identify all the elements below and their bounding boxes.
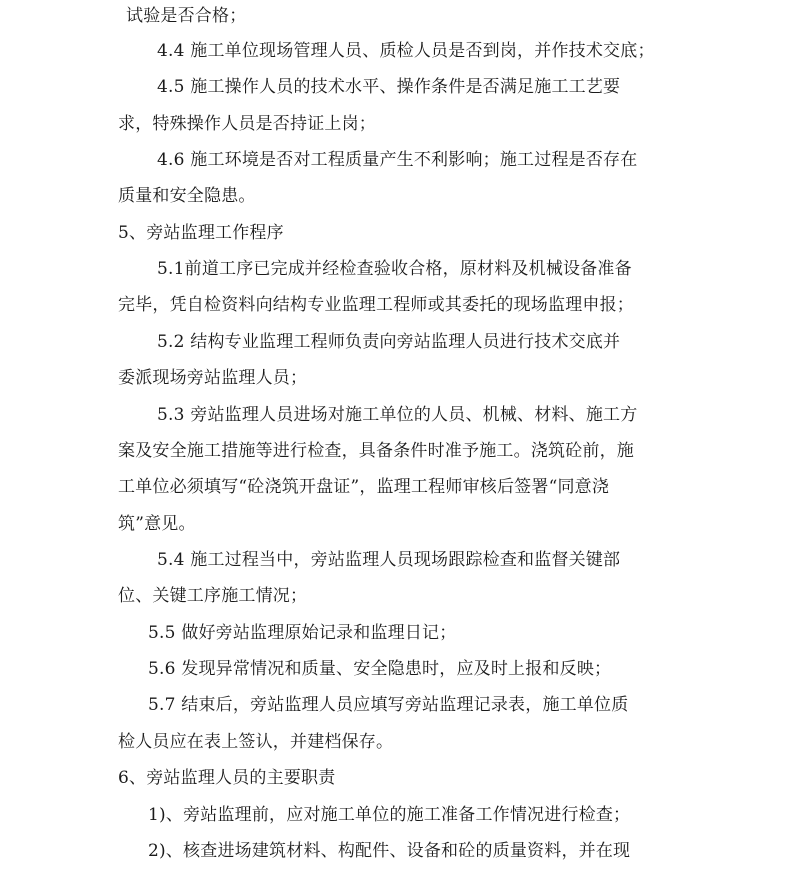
text-line: 5.5 做好旁站监理原始记录和监理日记； [148,623,457,643]
text-line: 5.1前道工序已完成并经检查验收合格，原材料及机械设备准备 [157,259,632,279]
text-line: 4.6 施工环境是否对工程质量产生不利影响；施工过程是否存在 [157,150,638,170]
text-line: 5.7 结束后，旁站监理人员应填写旁站监理记录表，施工单位质 [148,695,629,715]
text-line: 5.3 旁站监理人员进场对施工单位的人员、机械、材料、施工方 [157,405,638,425]
text-line: 1)、旁站监理前，应对施工单位的施工准备工作情况进行检查； [148,805,631,825]
text-line: 筑”意见。 [118,514,196,534]
text-line: 求，特殊操作人员是否持证上岗； [118,114,376,134]
text-line: 位、关键工序施工情况； [118,586,308,606]
text-line: 5.6 发现异常情况和质量、安全隐患时，应及时上报和反映； [148,659,612,679]
text-line: 完毕，凭自检资料向结构专业监理工程师或其委托的现场监理申报； [118,295,634,315]
text-line: 4.4 施工单位现场管理人员、质检人员是否到岗，并作技术交底； [157,41,655,61]
text-line: 案及安全施工措施等进行检查，具备条件时准予施工。浇筑砼前，施 [118,441,634,461]
text-line: 5.2 结构专业监理工程师负责向旁站监理人员进行技术交底并 [157,332,621,352]
text-line: 质量和安全隐患。 [118,186,256,206]
text-line: 2)、核查进场建筑材料、构配件、设备和砼的质量资料，并在现 [148,841,631,861]
text-line: 检人员应在表上签认，并建档保存。 [118,732,394,752]
text-line: 5.4 施工过程当中，旁站监理人员现场跟踪检查和监督关键部 [157,550,621,570]
section-heading: 6、旁站监理人员的主要职责 [118,768,336,788]
text-line: 工单位必须填写“砼浇筑开盘证”，监理工程师审核后签署“同意浇 [118,477,610,497]
section-heading: 5、旁站监理工作程序 [118,223,284,243]
text-line: 委派现场旁站监理人员； [118,368,308,388]
text-line: 4.5 施工操作人员的技术水平、操作条件是否满足施工工艺要 [157,77,621,97]
text-line: 试验是否合格； [126,6,247,26]
